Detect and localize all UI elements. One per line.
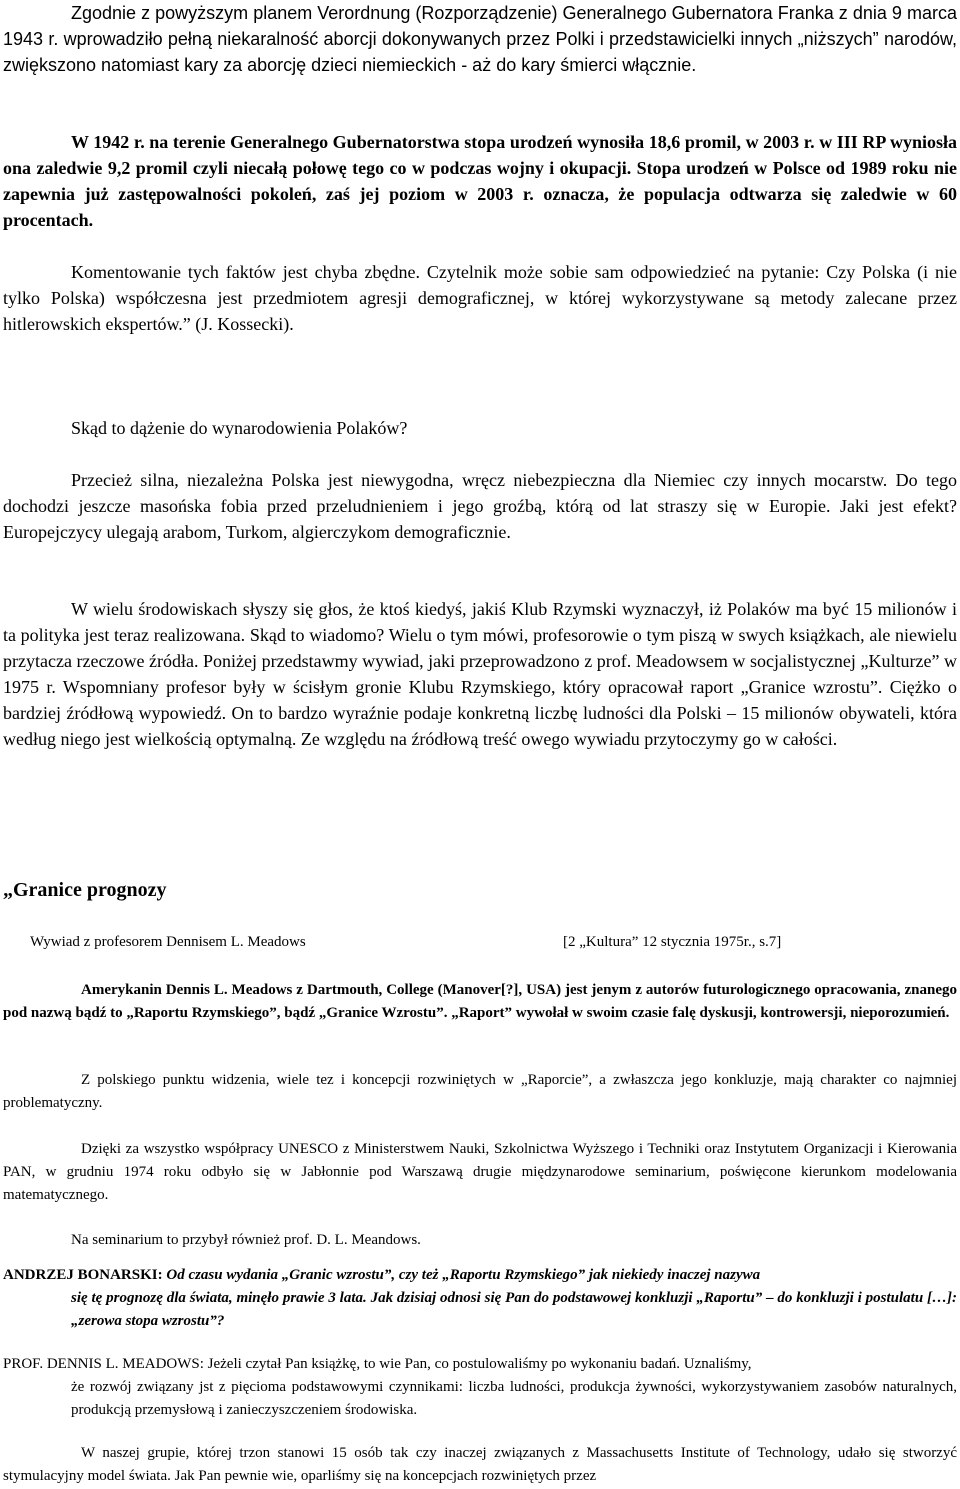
question-1-rest: się tę prognozę dla świata, minęło prawie 3 lata. Jak dzisiaj odnosi się Pan do podstawowej konkluzji „Raportu” – do konkluzji i postulatu […]: „zerowa stopa wzrostu”? bbox=[71, 1290, 957, 1329]
interview-with: Wywiad z profesorem Dennisem L. Meadows bbox=[30, 934, 306, 950]
question-1-line1: Od czasu wydania „Granic wzrostu”, czy też „Raportu Rzymskiego” jak niekiedy inaczej nazywa bbox=[166, 1267, 761, 1283]
comment-paragraph: Komentowanie tych faktów jest chyba zbędne. Czytelnik może sobie sam odpowiedzieć na pytanie: Czy Polska (i nie tylko Polska) współczesna jest przedmiotem agresji demograficznej, w której wykorzystywane są metody zalecane przez hitlerowskich ekspertów.” (J. Kossecki). bbox=[3, 262, 957, 334]
interviewee-name: PROF. DENNIS L. MEADOWS: bbox=[3, 1356, 204, 1372]
club-paragraph: W wielu środowiskach słyszy się głos, że ktoś kiedyś, jakiś Klub Rzymski wyznaczył, iż Polaków ma być 15 milionów i ta polityka jest teraz realizowana. Skąd to wiadomo? Wielu o tym mówi, profesorowie o tym piszą w swych książkach, ale niewielu przytacza rzeczowe źródła. Poniżej przedstawmy wywiad, jaki przeprowadzono z prof. Meadowsem w socjalistycznej „Kulturze” w 1975 r. Wspomniany profesor były w ścisłym gronie Klubu Rzymskiego, który opracował raport „Granice wzrostu”. Ciężko o bardziej źródłową wypowiedź. On to bardzo wyraźnie podaje konkretną liczbę ludności dla Polski – 15 milionów obywateli, która według niego jest wielkością optymalną. Ze względu na źródłową treść owego wywiadu przytoczymy go w całości. bbox=[3, 599, 957, 749]
polish-view-paragraph: Z polskiego punktu widzenia, wiele tez i koncepcji rozwiniętych w „Raporcie”, a zwłaszcza jego konkluzje, mają charakter co najmniej problematyczny. bbox=[3, 1072, 957, 1111]
lead-paragraph: Amerykanin Dennis L. Meadows z Dartmouth, College (Manover[?], USA) jest jenym z autorów futurologicznego opracowania, znanego pod nazwą bądź to „Raportu Rzymskiego”, bądź „Granice Wzrostu”. „Raport” wywołał w swoim czasie falę dyskusji, kontrowersji, nieporozumień. bbox=[3, 982, 957, 1021]
question-line: Skąd to dążenie do wynarodowienia Polaków? bbox=[71, 418, 408, 438]
interview-source: [2 „Kultura” 12 stycznia 1975r., s.7] bbox=[563, 934, 782, 950]
question-1 bbox=[3, 1264, 957, 1333]
article-title: „Granice prognozy bbox=[3, 879, 167, 901]
seminar-line: Na seminarium to przybył również prof. D. L. Meandows. bbox=[71, 1232, 421, 1248]
final-paragraph: W naszej grupie, której trzon stanowi 15 osób tak czy inaczej związanych z Massachusetts Institute of Technology, udało się stworzyć stymulacyjny model świata. Jak Pan pewnie wie, oparliśmy się na koncepcjach rozwiniętych przez bbox=[3, 1445, 957, 1484]
intro-paragraph: Zgodnie z powyższym planem Verordnung (Rozporządzenie) Generalnego Gubernatora Franka z dnia 9 marca 1943 r. wprowadziło pełną niekaralność aborcji dokonywanych przez Polki i przedstawicielki innych „niższych” narodów, zwiększono natomiast kary za aborcję dzieci niemieckich - aż do kary śmierci włącznie. bbox=[3, 3, 957, 75]
europe-paragraph: Przecież silna, niezależna Polska jest niewygodna, wręcz niebezpieczna dla Niemiec czy innych mocarstw. Do tego dochodzi jeszcze masońska fobia przed przeludnieniem i jego groźbą, którą od lat straszy się w Europie. Jaki jest efekt? Europejczycy ulegają arabom, Turkom, algierczykom demograficznie. bbox=[3, 470, 957, 542]
answer-1 bbox=[3, 1353, 957, 1422]
answer-1-rest: że rozwój związany jst z pięcioma podstawowymi czynnikami: liczba ludności, produkcja żywności, wykorzystywaniem zasobów naturalnych, produkcją przemysłową i zanieczyszczeniem środowiska. bbox=[71, 1379, 957, 1418]
unesco-paragraph: Dzięki za wszystko współpracy UNESCO z Ministerstwem Nauki, Szkolnictwa Wyższego i Techniki oraz Instytutem Organizacji i Kierowania PAN, w grudniu 1974 roku odbyło się w Jabłonnie pod Warszawą drugie międzynarodowe seminarium, poświęcone kierunkom modelowania matematycznego. bbox=[3, 1141, 957, 1203]
interviewer-name: ANDRZEJ BONARSKI: bbox=[3, 1267, 163, 1283]
answer-1-line1: Jeżeli czytał Pan książkę, to wie Pan, co postulowaliśmy po wykonaniu badań. Uznaliśmy, bbox=[207, 1356, 752, 1372]
birthrate-paragraph: W 1942 r. na terenie Generalnego Gubernatorstwa stopa urodzeń wynosiła 18,6 promil, w 2003 r. w III RP wyniosła ona zaledwie 9,2 promil czyli niecałą połowę tego co w podczas wojny i okupacji. Stopa urodzeń w Polsce od 1989 roku nie zapewnia już zastępowalności pokoleń, zaś jej poziom w 2003 r. oznacza, że populacja odtwarza się zaledwie w 60 procentach. bbox=[3, 132, 957, 230]
